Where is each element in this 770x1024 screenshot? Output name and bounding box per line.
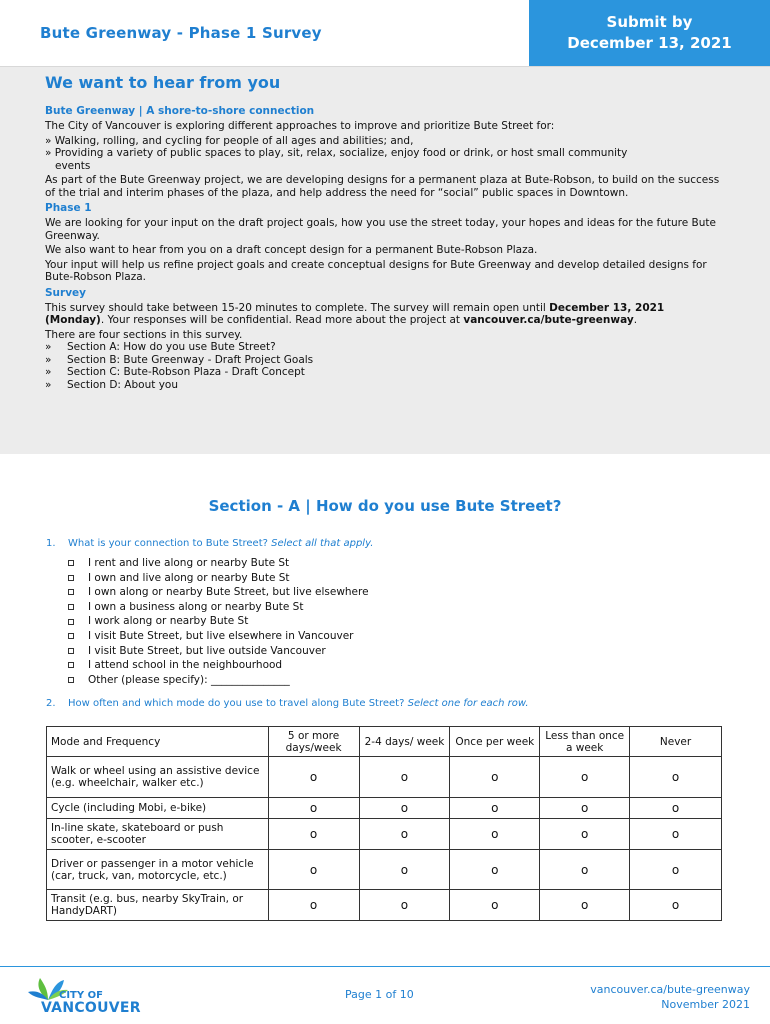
project-link[interactable]: vancouver.ca/bute-greenway [463,314,634,326]
radio-option[interactable]: o [359,819,450,850]
question-1 [46,538,373,549]
column-header: Once per week [450,727,540,757]
sections-intro: There are four sections in this survey. [45,328,243,341]
survey-text: . Your responses will be confidential. Read more about the project at [100,314,461,326]
radio-option[interactable]: o [630,850,722,890]
option-label: Other (please specify): _______________ [88,673,290,686]
radio-option[interactable]: o [359,757,450,798]
radio-option[interactable]: o [540,850,630,890]
footer-info [590,982,750,1012]
checkbox-icon[interactable] [68,560,74,566]
section-label: Section B: Bute Greenway - Draft Project Goals [67,353,314,366]
intro-panel [0,66,770,454]
section-label: Section D: About you [67,378,178,391]
page-number: Page 1 of 10 [345,988,414,1001]
section-label: Section C: Bute-Robson Plaza - Draft Concept [67,366,305,378]
radio-option[interactable]: o [630,798,722,819]
question-hint: Select all that apply. [271,538,374,549]
survey-title: Bute Greenway - Phase 1 Survey [40,24,322,42]
intro-bullet: » Providing a variety of public spaces to play, sit, relax, socialize, enjoy food or drink, or host small community events [45,147,628,172]
option-label: I work along or nearby Bute St [88,615,249,628]
option-label: I visit Bute Street, but live elsewhere in Vancouver [88,629,354,642]
checkbox-icon[interactable] [68,575,74,581]
radio-option[interactable]: o [540,798,630,819]
row-label: In-line skate, skateboard or push scooter, e-scooter [47,819,269,850]
column-header: Mode and Frequency [47,727,269,757]
table-row [47,890,722,921]
survey-text: This survey should take between 15-20 minutes to complete. The survey will remain open until [45,301,546,314]
option-label: I rent and live along or nearby Bute St [88,557,290,569]
footer-divider [0,966,770,967]
intro-bullet: » Walking, rolling, and cycling for people of all ages and abilities; and, [45,134,414,147]
intro-paragraph: We also want to hear from you on a draft concept design for a permanent Bute-Robson Plaza. [45,244,538,256]
radio-option[interactable]: o [268,850,359,890]
table-row [47,850,722,890]
q1-option[interactable] [68,600,369,615]
section-a-title: Section - A | How do you use Bute Street? [208,497,562,515]
q1-option[interactable] [68,585,369,600]
section-item: » Section C: Bute-Robson Plaza - Draft Concept [45,366,305,378]
survey-text: . [633,314,638,326]
radio-option[interactable]: o [540,890,630,921]
table-header-row [47,727,722,757]
intro-bullets [45,135,770,173]
checkbox-icon[interactable] [68,619,74,625]
deadline-label: Submit by [606,13,693,31]
intro-paragraph: As part of the Bute Greenway project, we are developing designs for a permanent plaza at Bute-Robson, to build on the success of the trial and interim phases of the plaza, and help address the need for “social” public spaces in Downtown. [45,174,720,199]
checkbox-icon[interactable] [68,662,74,668]
question-text: What is your connection to Bute Street? [68,538,268,549]
table-row [47,798,722,819]
radio-option[interactable]: o [268,757,359,798]
section-item: » Section B: Bute Greenway - Draft Project Goals [45,353,314,366]
row-label: Cycle (including Mobi, e-bike) [47,798,269,819]
option-label: I own and live along or nearby Bute St [88,571,290,584]
table-row [47,757,722,798]
radio-option[interactable]: o [630,757,722,798]
option-label: I attend school in the neighbourhood [88,659,283,672]
radio-option[interactable]: o [630,890,722,921]
q1-option[interactable] [68,614,369,629]
survey-paragraph [45,302,725,327]
intro-heading: We want to hear from you [45,73,281,92]
checkbox-icon[interactable] [68,633,74,639]
q1-option[interactable] [68,658,369,673]
checkbox-icon[interactable] [68,604,74,610]
section-item: » Section D: About you [45,378,178,391]
table-row [47,819,722,850]
footer-url[interactable]: vancouver.ca/bute-greenway [590,983,750,996]
radio-option[interactable]: o [268,798,359,819]
row-label: Walk or wheel using an assistive device (e.g. wheelchair, walker etc.) [47,757,269,798]
page-header [0,0,770,66]
radio-option[interactable]: o [450,798,540,819]
radio-option[interactable]: o [450,757,540,798]
radio-option[interactable]: o [268,890,359,921]
question-hint: Select one for each row. [407,698,529,709]
deadline-date: December 13, 2021 [567,34,732,52]
logo-text: CITY OF [59,990,103,1001]
radio-option[interactable]: o [450,850,540,890]
option-label: I own a business along or nearby Bute St [88,600,304,613]
logo-text: VANCOUVER [41,1000,141,1016]
question-number: 2. [46,698,56,709]
intro-subheading: Bute Greenway | A shore-to-shore connection [45,105,315,117]
radio-option[interactable]: o [359,890,450,921]
section-item: » Section A: How do you use Bute Street? [45,341,276,353]
survey-heading: Survey [45,286,87,299]
intro-paragraph: The City of Vancouver is exploring different approaches to improve and prioritize Bute Street for: [45,120,555,132]
question-text: How often and which mode do you use to travel along Bute Street? [68,698,405,709]
sections-list [45,341,770,391]
radio-option[interactable]: o [359,798,450,819]
row-label: Driver or passenger in a motor vehicle (car, truck, van, motorcycle, etc.) [47,850,269,890]
deadline-badge [529,0,770,66]
phase-heading: Phase 1 [45,202,92,214]
checkbox-icon[interactable] [68,677,74,683]
intro-paragraph: Your input will help us refine project goals and create conceptual designs for Bute Greenway and develop detailed designs for Bute-Robson Plaza. [45,258,707,283]
radio-option[interactable]: o [268,819,359,850]
q1-options [68,556,369,687]
radio-option[interactable]: o [630,819,722,850]
q1-option[interactable] [68,644,369,659]
radio-option[interactable]: o [359,850,450,890]
radio-option[interactable]: o [450,819,540,850]
option-label: I own along or nearby Bute Street, but live elsewhere [88,586,369,599]
q1-option[interactable] [68,571,369,586]
column-header: 5 or more days/week [268,727,359,757]
question-number: 1. [46,538,56,549]
q1-option[interactable] [68,556,369,571]
question-2 [46,698,529,709]
q1-option[interactable] [68,629,369,644]
column-header: Never [630,727,722,757]
q1-option[interactable] [68,673,369,688]
column-header: Less than once a week [540,727,630,757]
checkbox-icon[interactable] [68,589,74,595]
checkbox-icon[interactable] [68,648,74,654]
section-label: Section A: How do you use Bute Street? [67,341,276,353]
option-label: I visit Bute Street, but live outside Vancouver [88,644,326,657]
intro-paragraph: We are looking for your input on the draft project goals, how you use the street today, your hopes and ideas for the future Bute Greenway. [45,217,716,242]
radio-option[interactable]: o [450,890,540,921]
survey-deadline: December 13, 2021 (Monday) [45,301,665,326]
city-logo [24,972,164,1018]
travel-frequency-table [46,726,722,921]
footer-date: November 2021 [661,998,750,1011]
row-label: Transit (e.g. bus, nearby SkyTrain, or HandyDART) [47,890,269,921]
radio-option[interactable]: o [540,819,630,850]
column-header: 2-4 days/ week [359,727,450,757]
radio-option[interactable]: o [540,757,630,798]
